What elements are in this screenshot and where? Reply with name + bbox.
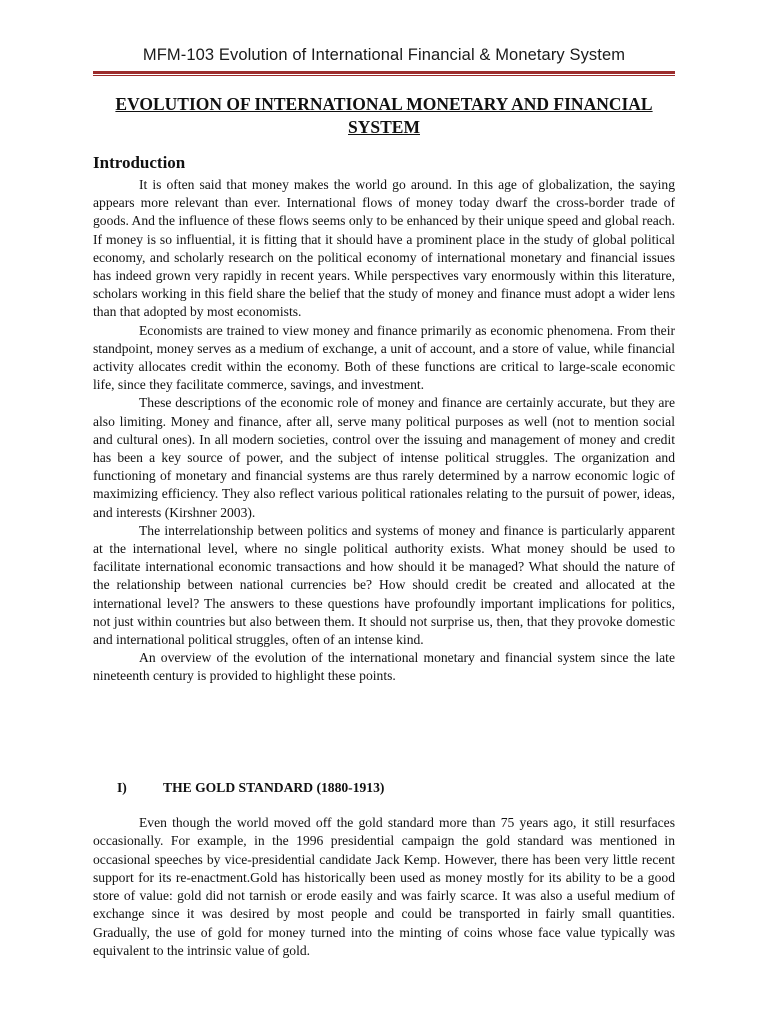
paragraph: An overview of the evolution of the international monetary and financial system since the late nineteenth century is provided to highlight these points.: [93, 650, 675, 684]
header-rule-thin: [93, 75, 675, 76]
paragraph: The interrelationship between politics and systems of money and finance is particularly apparent at the international level, where no single political authority exists. What money should be used to facilitate international economic transactions and how should it be managed? What should the nature of the relationship between national currencies be? How should credit be created and allocated at the international level? The answers to these questions have profoundly important implications for politics, not just within countries but also between them. It should not surprise us, then, that they provoke domestic and international political struggles, often of an intense kind.: [93, 522, 675, 648]
header-rule-thick: [93, 71, 675, 74]
paragraph: These descriptions of the economic role of money and finance are certainly accurate, but they are also limiting. Money and finance, after all, serve many political purposes as well (not to mention social and cultural ones). In all modern societies, control over the issuing and management of money and credit has been a key source of power, and the subject of intense political struggles. The organization and functioning of monetary and financial systems are thus rarely determined by a narrow economic logic of maximizing efficiency. They also reflect various political rationales relating to the pursuit of power, ideas, and interests (Kirshner 2003).: [93, 395, 675, 520]
section-number: I): [117, 780, 127, 795]
paragraph: Even though the world moved off the gold standard more than 75 years ago, it still resurfaces occasionally. For example, in the 1996 presidential campaign the gold standard was mentioned in occasional speeches by vice-presidential candidate Jack Kemp. However, there has been very little recent support for its re-enactment.Gold has historically been used as money mostly for its ability to be a good store of value: gold did not tarnish or erode easily and was fairly scarce. It was also a useful medium of exchange since it was desired by most people and could be transported in fairly small quantities. Gradually, the use of gold for money turned into the minting of coins whose face value typically was equivalent to the intrinsic value of gold.: [93, 815, 675, 959]
introduction-body: [93, 176, 675, 686]
paragraph: It is often said that money makes the world go around. In this age of globalization, the saying appears more relevant than ever. International flows of money today dwarf the cross-border trade of goods. And the influence of these flows seems only to be enhanced by their unique speed and global reach. If money is so influential, it is fitting that it should have a prominent place in the study of global political economy, and scholarly research on the political economy of international monetary and financial issues has indeed grown very rapidly in recent years. While perspectives vary enormously within this literature, scholars working in this field share the belief that the study of money and finance must adopt a wider lens than that adopted by most economists.: [93, 177, 675, 320]
document-title: EVOLUTION OF INTERNATIONAL MONETARY AND FINANCIAL SYSTEM: [115, 94, 653, 137]
gold-standard-heading: [117, 780, 384, 796]
introduction-heading: Introduction: [93, 153, 186, 172]
section-title: THE GOLD STANDARD (1880-1913): [163, 780, 385, 795]
gold-standard-body: [93, 814, 675, 960]
paragraph: Economists are trained to view money and finance primarily as economic phenomena. From their standpoint, money serves as a medium of exchange, a unit of account, and a store of value, while financial activity allocates credit within the economy. Both of these functions are critical to large-scale economic life, since they facilitate commerce, savings, and investment.: [93, 322, 675, 393]
running-header: MFM-103 Evolution of International Financial & Monetary System: [142, 46, 626, 64]
